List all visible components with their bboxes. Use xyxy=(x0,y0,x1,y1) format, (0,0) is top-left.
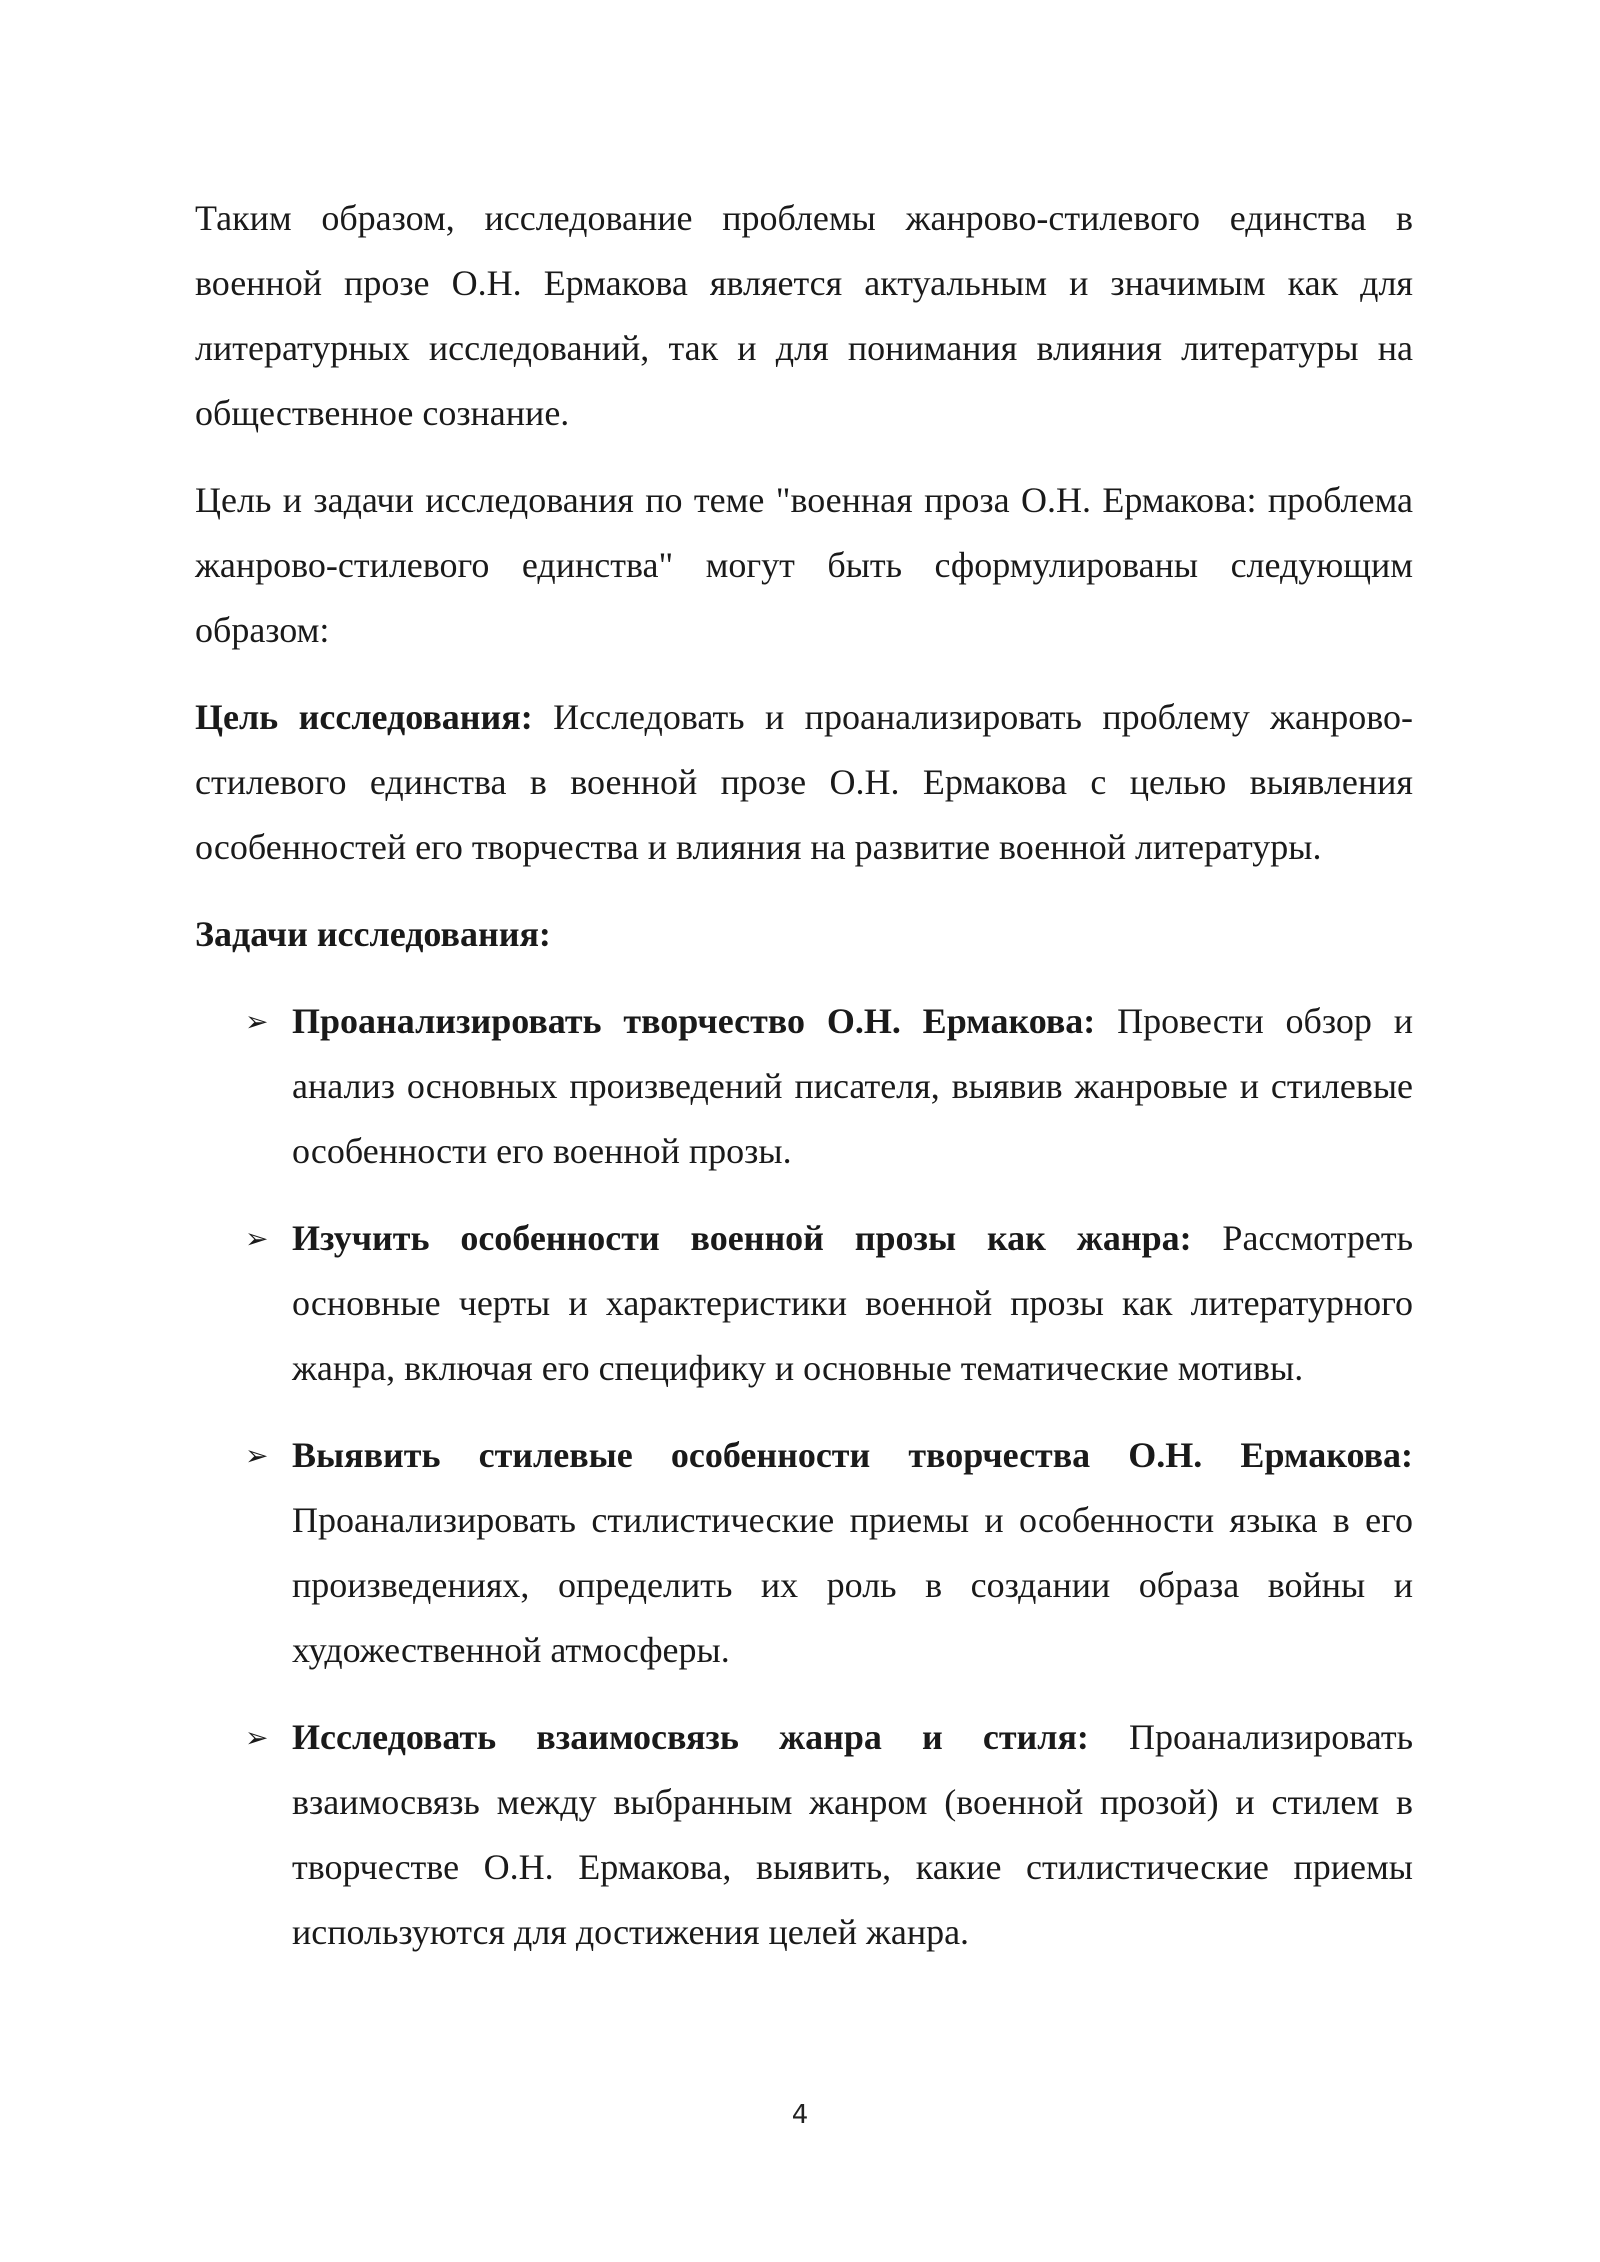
paragraph-research-goal xyxy=(195,685,1413,880)
page-number: 4 xyxy=(791,2100,809,2130)
research-goal-text: Исследовать и проанализировать проблему жанрово-стилевого единства в военной прозе О.Н. Ермакова с целью выявления особенностей его творчества и влияния на развитие военной литературы. xyxy=(195,697,1413,867)
task-title: Исследовать взаимосвязь жанра и стиля: xyxy=(292,1717,1089,1757)
paragraph-goals-intro: Цель и задачи исследования по теме "военная проза О.Н. Ермакова: проблема жанрово-стилевого единства" могут быть сформулированы следующим образом: xyxy=(195,480,1413,650)
task-title: Проанализировать творчество О.Н. Ермакова: xyxy=(292,1001,1096,1041)
task-text: Проанализировать стилистические приемы и особенности языка в его произведениях, определить их роль в создании образа войны и художественной атмосферы. xyxy=(292,1500,1413,1670)
arrowhead-bullet-icon: ➢ xyxy=(245,1721,269,1754)
tasks-list xyxy=(195,989,1413,1965)
list-item xyxy=(195,1705,1413,1965)
list-item xyxy=(195,1423,1413,1683)
task-text: Проанализировать взаимосвязь между выбранным жанром (военной прозой) и стилем в творчестве О.Н. Ермакова, выявить, какие стилистические приемы используются для достижения целей жанра. xyxy=(292,1717,1413,1952)
research-goal-label: Цель исследования: xyxy=(195,697,533,737)
list-item xyxy=(195,1206,1413,1401)
paragraph-conclusion: Таким образом, исследование проблемы жанрово-стилевого единства в военной прозе О.Н. Ермакова является актуальным и значимым как для литературных исследований, так и для понимания влияния литературы на общественное сознание. xyxy=(195,198,1413,433)
arrowhead-bullet-icon: ➢ xyxy=(245,1439,269,1472)
arrowhead-bullet-icon: ➢ xyxy=(245,1222,269,1255)
task-title: Выявить стилевые особенности творчества О.Н. Ермакова: xyxy=(292,1435,1413,1475)
page-content xyxy=(195,186,1413,1987)
list-item xyxy=(195,989,1413,1184)
arrowhead-bullet-icon: ➢ xyxy=(245,1005,269,1038)
task-text: Провести обзор и анализ основных произведений писателя, выявив жанровые и стилевые особенности его военной прозы. xyxy=(292,1001,1413,1171)
task-text: Рассмотреть основные черты и характеристики военной прозы как литературного жанра, включая его специфику и основные тематические мотивы. xyxy=(292,1218,1413,1388)
task-title: Изучить особенности военной прозы как жанра: xyxy=(292,1218,1192,1258)
tasks-heading: Задачи исследования: xyxy=(195,914,551,954)
